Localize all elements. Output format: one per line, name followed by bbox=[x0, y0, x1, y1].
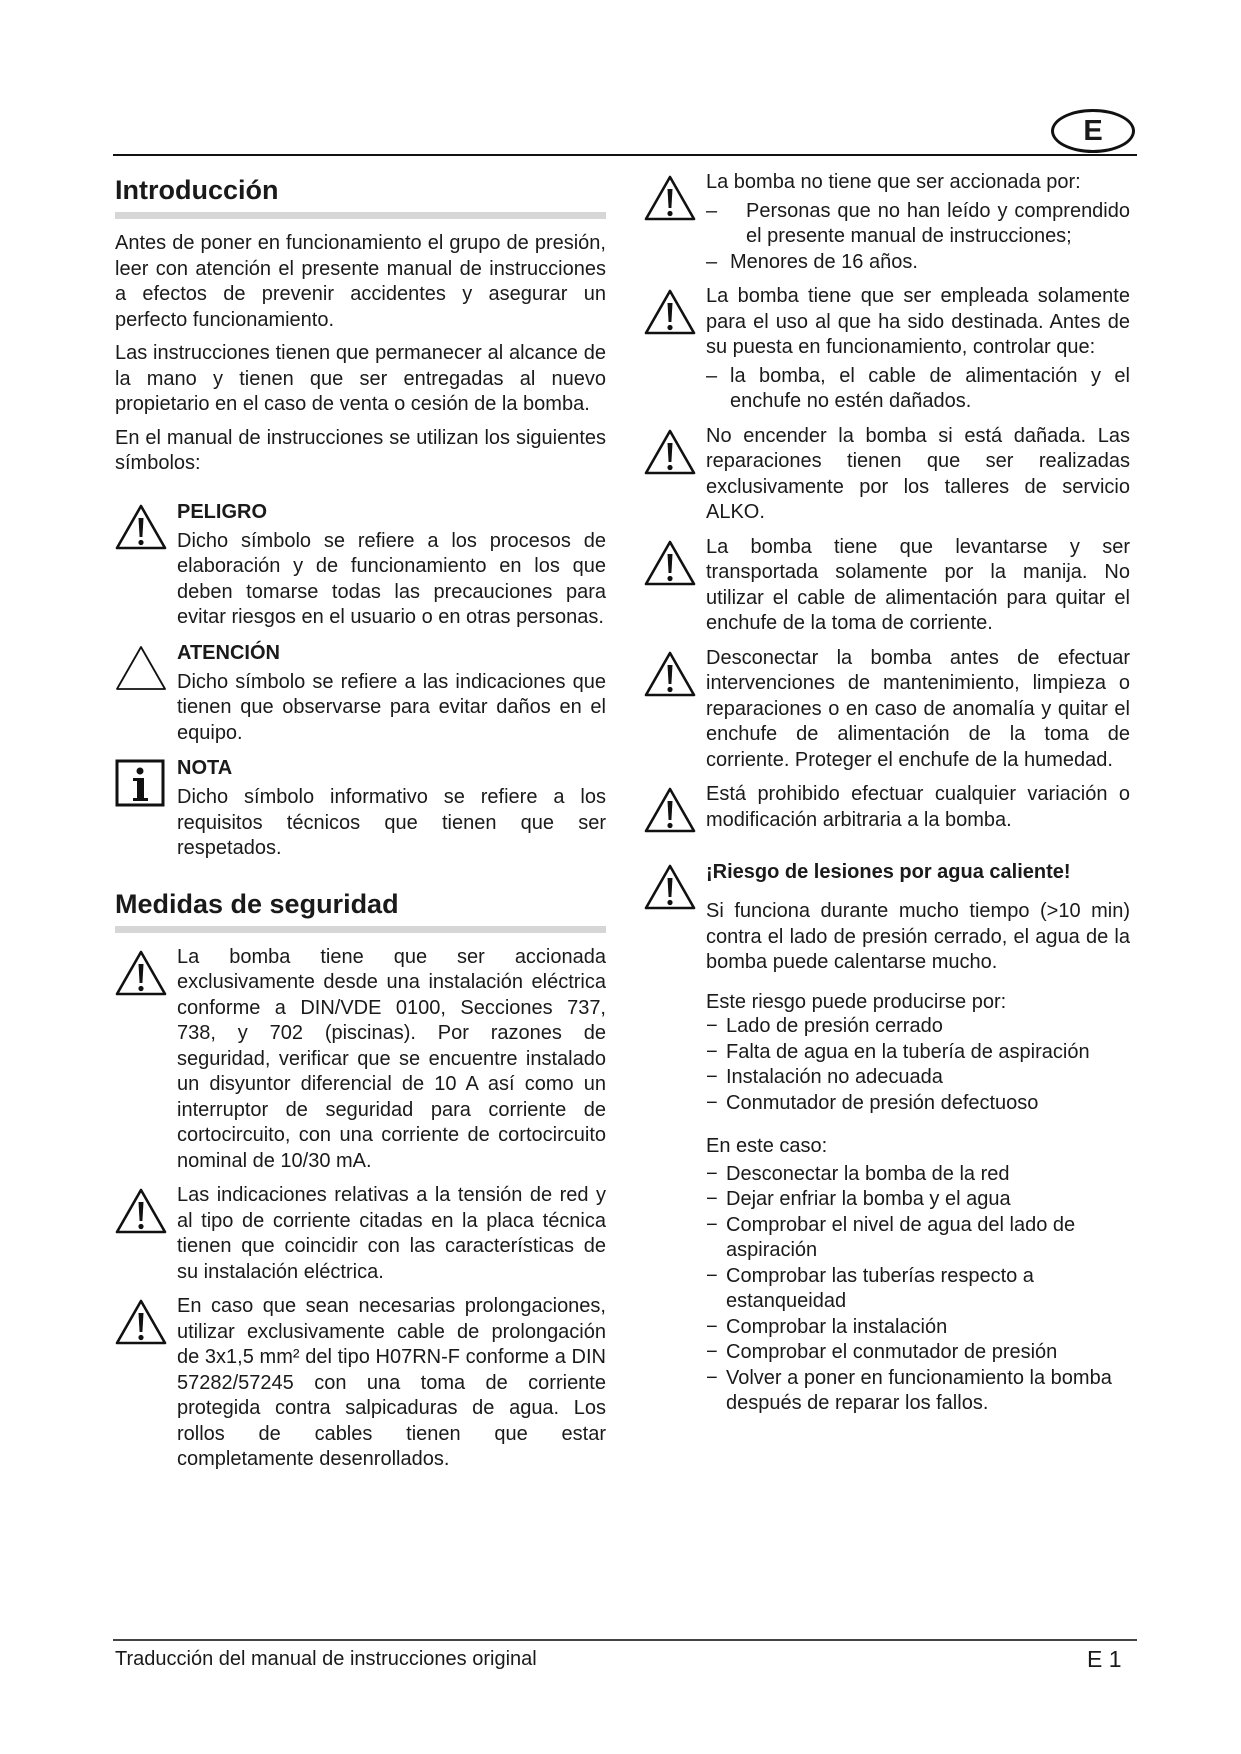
symbol-title: ATENCIÓN bbox=[177, 641, 280, 664]
safety-title: Medidas de seguridad bbox=[115, 888, 399, 919]
symbol-text: Dicho símbolo se refiere a los procesos de elaboración y de funcionamiento en los que deben tomarse todas las precauciones para evitar riesgos en el usuario o en otras personas. bbox=[177, 529, 606, 628]
symbol-title: NOTA bbox=[177, 757, 233, 779]
symbol-text: Dicho símbolo se refiere a las indicaciones que tienen que observarse para evitar daños en el equipo. bbox=[177, 670, 606, 744]
safety-item bbox=[115, 945, 606, 1175]
safety-item bbox=[115, 1183, 606, 1285]
warning-exclamation-icon bbox=[115, 949, 167, 997]
warning-exclamation-icon bbox=[644, 786, 696, 834]
list-item: – la bomba, el cable de alimentación y el enchufe no estén dañados. bbox=[706, 364, 1130, 415]
list-item: – Personas que no han leído y comprendido el presente manual de instrucciones; bbox=[706, 199, 1130, 250]
warning-text: Está prohibido efectuar cualquier variación o modificación arbitraria a la bomba. bbox=[706, 783, 1130, 831]
warning-text: Desconectar la bomba antes de efectuar intervenciones de mantenimiento, limpieza o reparaciones o en caso de anomalía y quitar el enchufe de alimentación de la toma de corriente. Proteger el enchufe de la humedad. bbox=[706, 646, 1130, 771]
list-item: − Desconectar la bomba de la red bbox=[706, 1162, 1130, 1188]
warning-item bbox=[644, 782, 1130, 833]
warning-exclamation-icon bbox=[644, 174, 696, 222]
symbol-caution bbox=[115, 640, 606, 747]
list-item: − Comprobar la instalación bbox=[706, 1315, 1130, 1341]
warning-text: La bomba tiene que ser empleada solamente para el uso al que ha sido destinada. Antes de su puesta en funcionamiento, controlar que: bbox=[706, 285, 1130, 358]
caution-triangle-icon bbox=[115, 644, 167, 692]
warning-list bbox=[706, 364, 1130, 415]
intro-paragraph: Antes de poner en funcionamiento el grupo de presión, leer con atención el presente manual de instrucciones a efectos de prevenir accidentes y asegurar un perfecto funcionamiento. bbox=[115, 232, 606, 331]
left-column bbox=[115, 170, 606, 1482]
safety-text: En caso que sean necesarias prolongaciones, utilizar exclusivamente cable de prolongación de 3x1,5 mm² del tipo H07RN-F conforme a DIN 57282/57245 con una toma de corriente protegida contra salpicaduras de agua. Los rollos de cables tienen que estar completamente desenrollados. bbox=[177, 1295, 606, 1470]
right-column bbox=[644, 170, 1130, 1425]
action-list bbox=[644, 1162, 1130, 1417]
symbol-note bbox=[115, 755, 606, 862]
hot-water-title: ¡Riesgo de lesiones por agua caliente! bbox=[706, 861, 1071, 883]
list-item: − Instalación no adecuada bbox=[706, 1065, 1130, 1091]
safety-title-bar bbox=[115, 926, 606, 933]
list-item: − Comprobar el conmutador de presión bbox=[706, 1340, 1130, 1366]
warning-exclamation-icon bbox=[644, 428, 696, 476]
symbol-danger bbox=[115, 499, 606, 631]
warning-exclamation-icon bbox=[644, 650, 696, 698]
case-intro: En este caso: bbox=[706, 1135, 828, 1157]
list-item: − Volver a poner en funcionamiento la bomba después de reparar los fallos. bbox=[706, 1366, 1130, 1417]
list-item: – Menores de 16 años. bbox=[706, 250, 1130, 276]
warning-item bbox=[644, 284, 1130, 415]
safety-item bbox=[115, 1294, 606, 1473]
intro-paragraph: Las instrucciones tienen que permanecer al alcance de la mano y tienen que ser entregadas al nuevo propietario en el caso de venta o cesión de la bomba. bbox=[115, 342, 606, 415]
info-icon bbox=[115, 759, 167, 807]
list-item: − Lado de presión cerrado bbox=[706, 1014, 1130, 1040]
warning-list bbox=[706, 199, 1130, 276]
footer-rule bbox=[113, 1639, 1137, 1641]
warning-exclamation-icon bbox=[115, 1187, 167, 1235]
safety-text: Las indicaciones relativas a la tensión de red y al tipo de corriente citadas en la placa técnica tienen que coincidir con las características de su instalación eléctrica. bbox=[177, 1184, 606, 1283]
intro-title: Introducción bbox=[115, 175, 279, 205]
warning-text: No encender la bomba si está dañada. Las reparaciones tienen que ser realizadas exclusivamente por los talleres de servicio ALKO. bbox=[706, 424, 1130, 523]
warning-item bbox=[644, 646, 1130, 774]
hot-water-text: Si funciona durante mucho tiempo (>10 min) contra el lado de presión cerrado, el agua de la bomba puede calentarse mucho. bbox=[706, 900, 1130, 973]
list-item: − Conmutador de presión defectuoso bbox=[706, 1091, 1130, 1117]
hot-water-warning bbox=[644, 859, 1130, 1015]
intro-title-bar bbox=[115, 212, 606, 219]
warning-item bbox=[644, 170, 1130, 275]
language-badge: E bbox=[1051, 109, 1135, 153]
list-item: − Falta de agua en la tubería de aspiración bbox=[706, 1040, 1130, 1066]
warning-exclamation-icon bbox=[115, 503, 167, 551]
list-item: − Comprobar las tuberías respecto a estanqueidad bbox=[706, 1264, 1130, 1315]
footer-title: Traducción del manual de instrucciones original bbox=[115, 1648, 537, 1670]
warning-item bbox=[644, 535, 1130, 637]
cause-list bbox=[644, 1014, 1130, 1116]
warning-exclamation-icon bbox=[644, 863, 696, 911]
list-item: − Dejar enfriar la bomba y el agua bbox=[706, 1187, 1130, 1213]
symbol-text: Dicho símbolo informativo se refiere a los requisitos técnicos que tienen que ser respetados. bbox=[177, 786, 606, 859]
cause-intro: Este riesgo puede producirse por: bbox=[706, 990, 1007, 1013]
intro-paragraph: En el manual de instrucciones se utilizan los siguientes símbolos: bbox=[115, 426, 606, 474]
warning-text: La bomba no tiene que ser accionada por: bbox=[706, 171, 1081, 193]
warning-text: La bomba tiene que levantarse y ser transportada solamente por la manija. No utilizar el cable de alimentación para quitar el enchufe de la toma de corriente. bbox=[706, 535, 1130, 634]
warning-exclamation-icon bbox=[644, 539, 696, 587]
list-item: − Comprobar el nivel de agua del lado de aspiración bbox=[706, 1213, 1130, 1264]
page-number: E 1 bbox=[1087, 1646, 1122, 1672]
warning-item bbox=[644, 424, 1130, 526]
warning-exclamation-icon bbox=[644, 288, 696, 336]
safety-text: La bomba tiene que ser accionada exclusivamente desde una instalación eléctrica conforme a DIN/VDE 0100, Secciones 737, 738, y 702 (piscinas). Por razones de seguridad, verificar que se encuentre instalado un disyuntor diferencial de 10 A así como un interruptor de seguridad para corriente de cortocircuito, con una corriente de cortocircuito nominal de 10/30 mA. bbox=[177, 945, 606, 1172]
header-rule bbox=[113, 154, 1137, 156]
warning-exclamation-icon bbox=[115, 1298, 167, 1346]
symbol-title: PELIGRO bbox=[177, 500, 268, 523]
